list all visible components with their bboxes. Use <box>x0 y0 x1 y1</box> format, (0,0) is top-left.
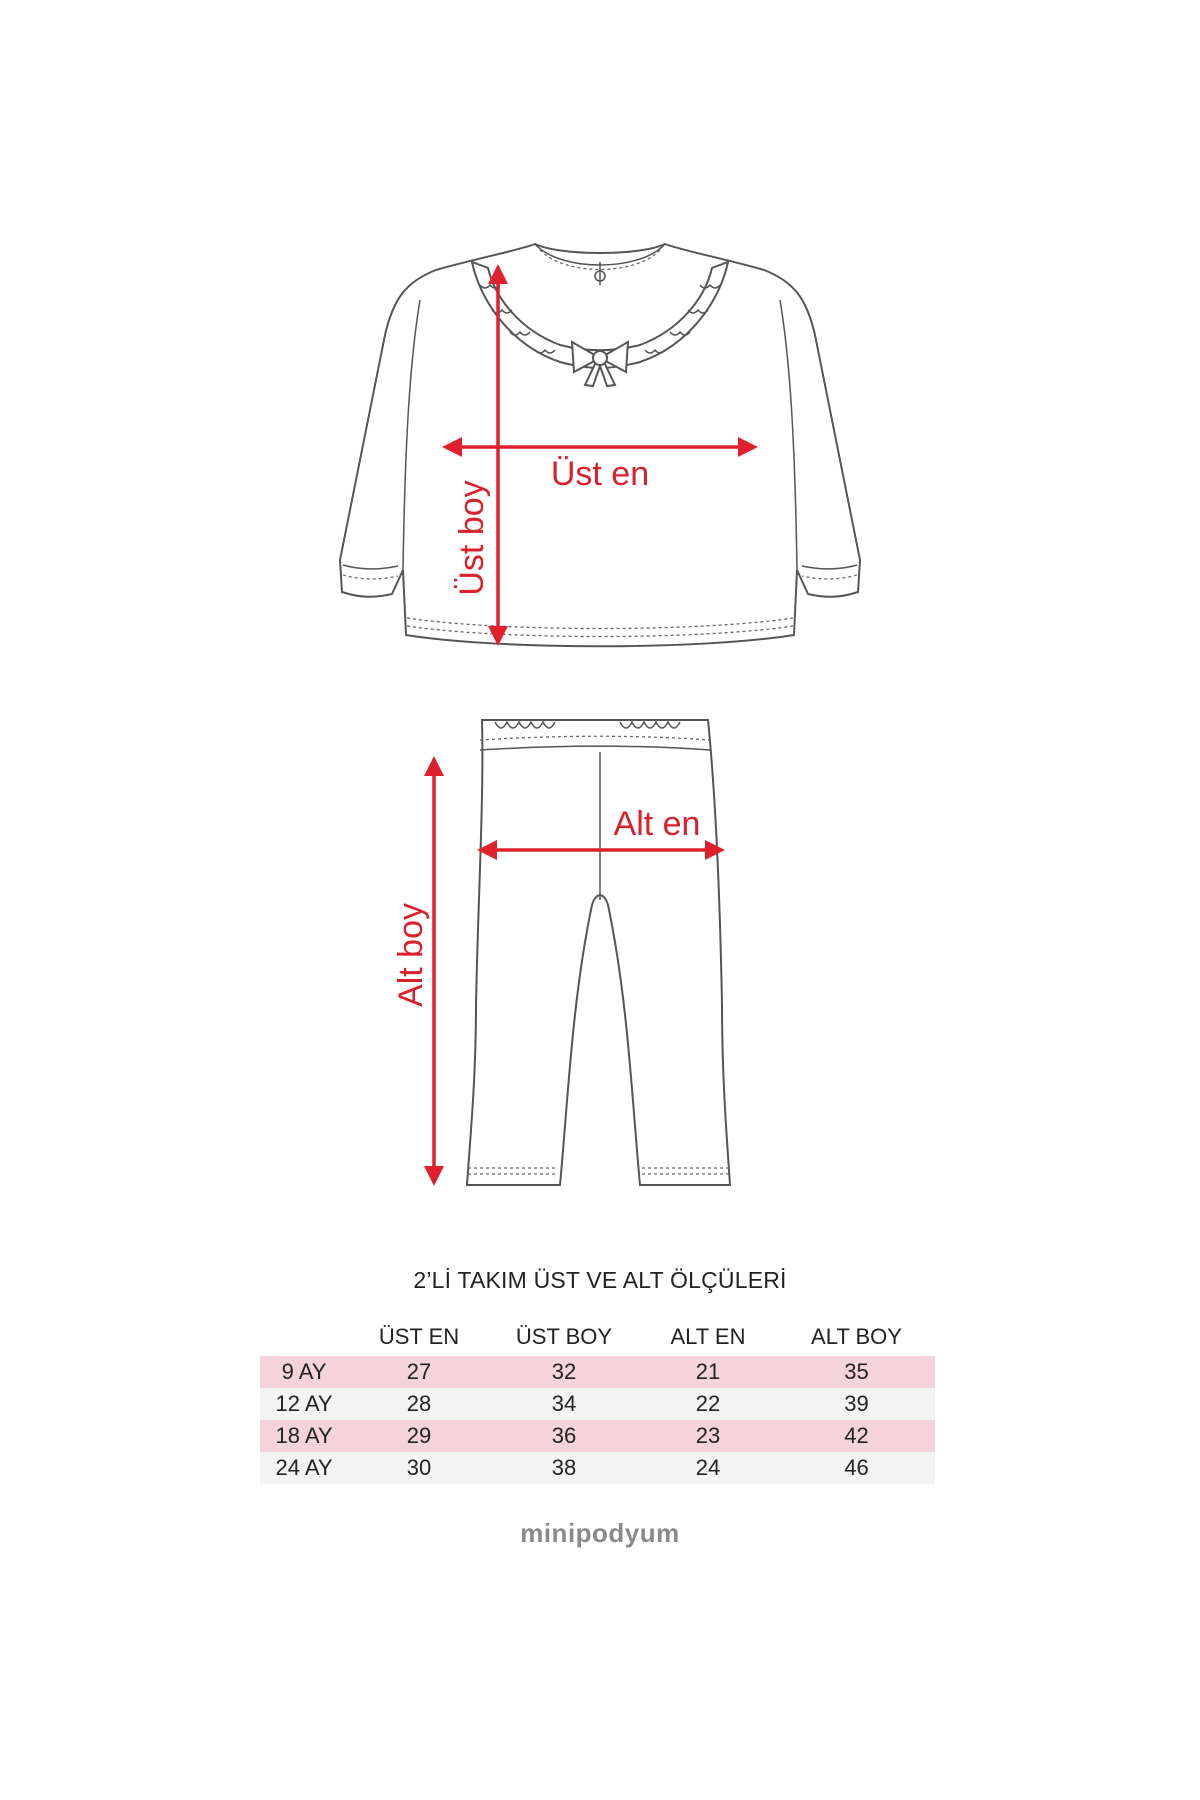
table-cell: 23 <box>695 1423 721 1448</box>
table-cell-size: 24 AY <box>275 1455 333 1480</box>
brand-logo: minipodyum <box>520 1518 680 1548</box>
table-cell: 35 <box>844 1359 869 1384</box>
table-cell: 27 <box>406 1359 432 1384</box>
table-cell: 22 <box>695 1391 721 1416</box>
table-cell-size: 18 AY <box>275 1423 333 1448</box>
table-row <box>260 1356 935 1388</box>
table-cell: 32 <box>551 1359 577 1384</box>
table-row <box>260 1452 935 1484</box>
table-header-cell: ÜST BOY <box>515 1324 613 1349</box>
table-cell-size: 9 AY <box>281 1359 327 1384</box>
table-header-cell: ALT EN <box>670 1324 746 1349</box>
size-table <box>260 1318 935 1484</box>
ust-boy-label: Üst boy <box>453 480 491 596</box>
table-cell: 30 <box>406 1455 432 1480</box>
table-cell: 38 <box>551 1455 577 1480</box>
table-row <box>260 1420 935 1452</box>
size-table-title: 2’Lİ TAKIM ÜST VE ALT ÖLÇÜLERİ <box>413 1267 787 1293</box>
alt-boy-label: Alt boy <box>392 903 430 1007</box>
bottom-garment <box>467 720 730 1185</box>
ust-en-label: Üst en <box>550 455 650 493</box>
table-row <box>260 1388 935 1420</box>
table-cell: 34 <box>551 1391 577 1416</box>
table-cell: 36 <box>551 1423 577 1448</box>
table-cell: 28 <box>406 1391 432 1416</box>
table-cell: 24 <box>695 1455 721 1480</box>
table-cell: 46 <box>844 1455 869 1480</box>
table-header-row <box>260 1318 935 1356</box>
alt-en-label: Alt en <box>613 805 701 843</box>
table-header-cell: ÜST EN <box>378 1324 460 1349</box>
table-cell: 42 <box>844 1423 869 1448</box>
table-header-cell: ALT BOY <box>811 1324 902 1349</box>
table-cell: 21 <box>695 1359 721 1384</box>
table-cell: 39 <box>844 1391 869 1416</box>
table-cell: 29 <box>406 1423 432 1448</box>
top-garment <box>340 244 860 646</box>
table-cell-size: 12 AY <box>275 1391 333 1416</box>
